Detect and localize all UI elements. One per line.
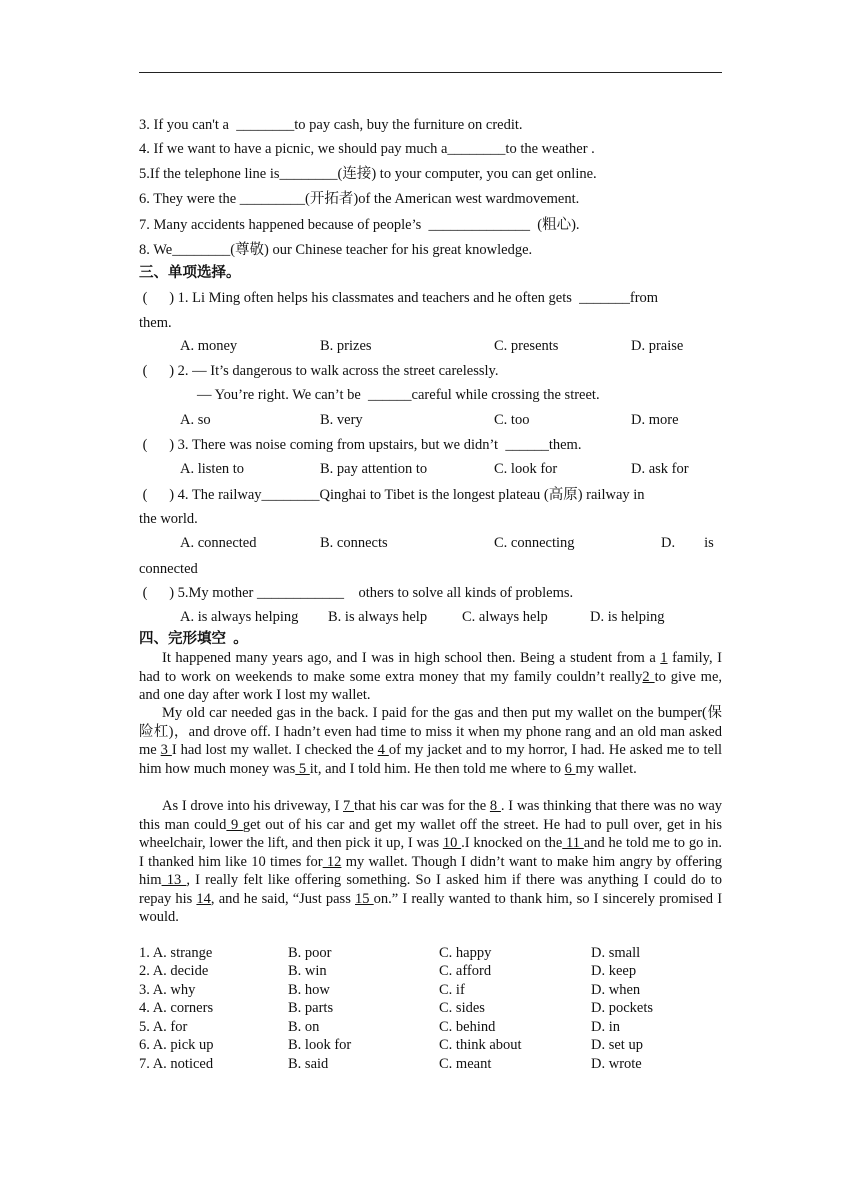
mc-q4-line2: the world.	[139, 511, 198, 527]
cloze-opt-c: C. think about	[439, 1037, 522, 1053]
mc-q3-option-d: D. ask for	[631, 461, 689, 477]
fill-item-4: 4. If we want to have a picnic, we should pay much a________to the weather .	[139, 141, 595, 157]
cloze-opt-a: 2. A. decide	[139, 963, 209, 979]
mc-q4-line3: connected	[139, 561, 198, 577]
mc-q1-line1: ( ) 1. Li Ming often helps his classmates and teachers and he often gets _______from	[139, 290, 659, 306]
cloze-opt-d: D. keep	[591, 963, 637, 979]
mc-q4-option-c: C. connecting	[494, 535, 575, 551]
mc-q5-option-c: C. always help	[462, 609, 548, 625]
fill-item-3: 3. If you can't a ________to pay cash, buy the furniture on credit.	[139, 117, 523, 133]
mc-q5-option-d: D. is helping	[590, 609, 665, 625]
cloze-opt-c: C. afford	[439, 963, 492, 979]
blank-11: 11	[562, 835, 584, 851]
mc-q5-option-b: B. is always help	[328, 609, 428, 625]
mc-q3-line1: ( ) 3. There was noise coming from upstairs, but we didn’t ______them.	[139, 437, 582, 453]
cloze-opt-a: 1. A. strange	[139, 945, 213, 961]
mc-q2-option-d: D. more	[631, 412, 679, 428]
cloze-opt-b: B. parts	[288, 1000, 334, 1016]
blank-5: 5	[295, 760, 310, 777]
cloze-opt-c: C. sides	[439, 1000, 485, 1016]
cloze-opt-d: D. when	[591, 982, 641, 998]
mc-q1-option-d: D. praise	[631, 338, 684, 354]
blank-14: 14	[196, 890, 211, 907]
blank-10: 10	[442, 835, 462, 851]
mc-q2-option-a: A. so	[180, 412, 211, 428]
cloze-opt-b: B. on	[288, 1019, 320, 1035]
mc-q1-option-b: B. prizes	[320, 338, 372, 354]
fill-item-6: 6. They were the _________(开拓者)of the American west wardmovement.	[139, 191, 580, 207]
header-rule	[139, 72, 722, 73]
mc-q2-line1: ( ) 2. — It’s dangerous to walk across the street carelessly.	[139, 363, 499, 379]
mc-q3-option-a: A. listen to	[180, 461, 245, 477]
cloze-opt-c: C. behind	[439, 1019, 496, 1035]
cloze-opt-a: 3. A. why	[139, 982, 196, 998]
mc-q1-option-c: C. presents	[494, 338, 559, 354]
mc-q4-line1: ( ) 4. The railway________Qinghai to Tibet is the longest plateau (高原) railway in	[139, 487, 645, 503]
cloze-opt-b: B. win	[288, 963, 327, 979]
mc-q2-line2: — You’re right. We can’t be ______careful while crossing the street.	[197, 387, 600, 403]
blank-1: 1	[660, 650, 668, 666]
blank-2: 2	[642, 668, 655, 685]
blank-3: 3	[160, 742, 172, 758]
mc-q5-option-a: A. is always helping	[180, 609, 299, 625]
mc-q4-option-a: A. connected	[180, 535, 257, 551]
cloze-opt-a: 5. A. for	[139, 1019, 188, 1035]
mc-q1-line2: them.	[139, 315, 172, 331]
cloze-opt-b: B. how	[288, 982, 330, 998]
fill-item-7: 7. Many accidents happened because of people’s ______________ (粗心).	[139, 217, 580, 233]
cloze-opt-d: D. in	[591, 1019, 620, 1035]
cloze-opt-d: D. pockets	[591, 1000, 654, 1016]
mc-q1-option-a: A. money	[180, 338, 238, 354]
blank-8: 8	[489, 798, 501, 814]
mc-q5-line1: ( ) 5.My mother ____________ others to solve all kinds of problems.	[139, 585, 574, 601]
mc-q3-option-c: C. look for	[494, 461, 558, 477]
mc-q4-option-d: D. is	[661, 535, 714, 551]
fill-item-5: 5.If the telephone line is________(连接) to your computer, you can get online.	[139, 166, 597, 182]
fill-item-8: 8. We________(尊敬) our Chinese teacher for his great knowledge.	[139, 242, 533, 258]
cloze-opt-a: 7. A. noticed	[139, 1056, 214, 1072]
cloze-paragraph-3: As I drove into his driveway, I 7 that his car was for the 8 . I was thinking that there was no way this man could 9 get out of his car and get my wallet off the street. He had to pull over, get in his wheelchair, lower the lift, and then pick it up, I was 10 .I knocked on the 11 and he told me to go in. I thanked him like 10 times for 12 my wallet. Though I didn’t want to make him angry by offering him 13 , I really felt like offering something. So I asked him if there was anything I could do to repay his 14, and he said, “Just pass 15 on.” I really wanted to thank him, so I sincerely promised I would.	[139, 798, 723, 925]
cloze-opt-c: C. happy	[439, 945, 492, 961]
cloze-paragraph-2: My old car needed gas in the back. I paid for the gas and then put my wallet on the bumper(保险杠)，and drove off. I hadn’t even had time to miss it when my phone rang and an old man asked me 3 I had lost my wallet. I checked the 4 of my jacket and to my horror, I had. He asked me to tell him how much money was 5 it, and I told him. He then told me where to 6 my wallet.	[139, 705, 723, 777]
blank-4: 4	[377, 742, 389, 758]
blank-9: 9	[226, 816, 243, 833]
cloze-opt-b: B. poor	[288, 945, 332, 961]
mc-q2-option-b: B. very	[320, 412, 363, 428]
blank-15: 15	[355, 890, 374, 907]
cloze-opt-a: 4. A. corners	[139, 1000, 214, 1016]
mc-q3-option-b: B. pay attention to	[320, 461, 428, 477]
cloze-opt-c: C. if	[439, 982, 465, 998]
cloze-opt-b: B. said	[288, 1056, 329, 1072]
cloze-opt-b: B. look for	[288, 1037, 352, 1053]
cloze-opt-d: D. wrote	[591, 1056, 642, 1072]
cloze-paragraph-1: It happened many years ago, and I was in high school then. Being a student from a 1 family, I had to work on weekends to make some extra money that my family couldn’t really2 to give me, and one day after work I lost my wallet.	[139, 650, 723, 703]
section-4-title: 四、完形填空 。	[139, 631, 248, 647]
mc-q2-option-c: C. too	[494, 412, 530, 428]
section-3-title: 三、单项选择。	[139, 265, 241, 281]
cloze-opt-c: C. meant	[439, 1056, 492, 1072]
blank-12: 12	[322, 853, 342, 870]
cloze-opt-d: D. set up	[591, 1037, 643, 1053]
blank-6: 6	[564, 760, 576, 777]
cloze-opt-a: 6. A. pick up	[139, 1037, 214, 1053]
blank-13: 13	[161, 872, 187, 888]
blank-7: 7	[343, 798, 354, 814]
mc-q4-option-b: B. connects	[320, 535, 388, 551]
cloze-opt-d: D. small	[591, 945, 641, 961]
